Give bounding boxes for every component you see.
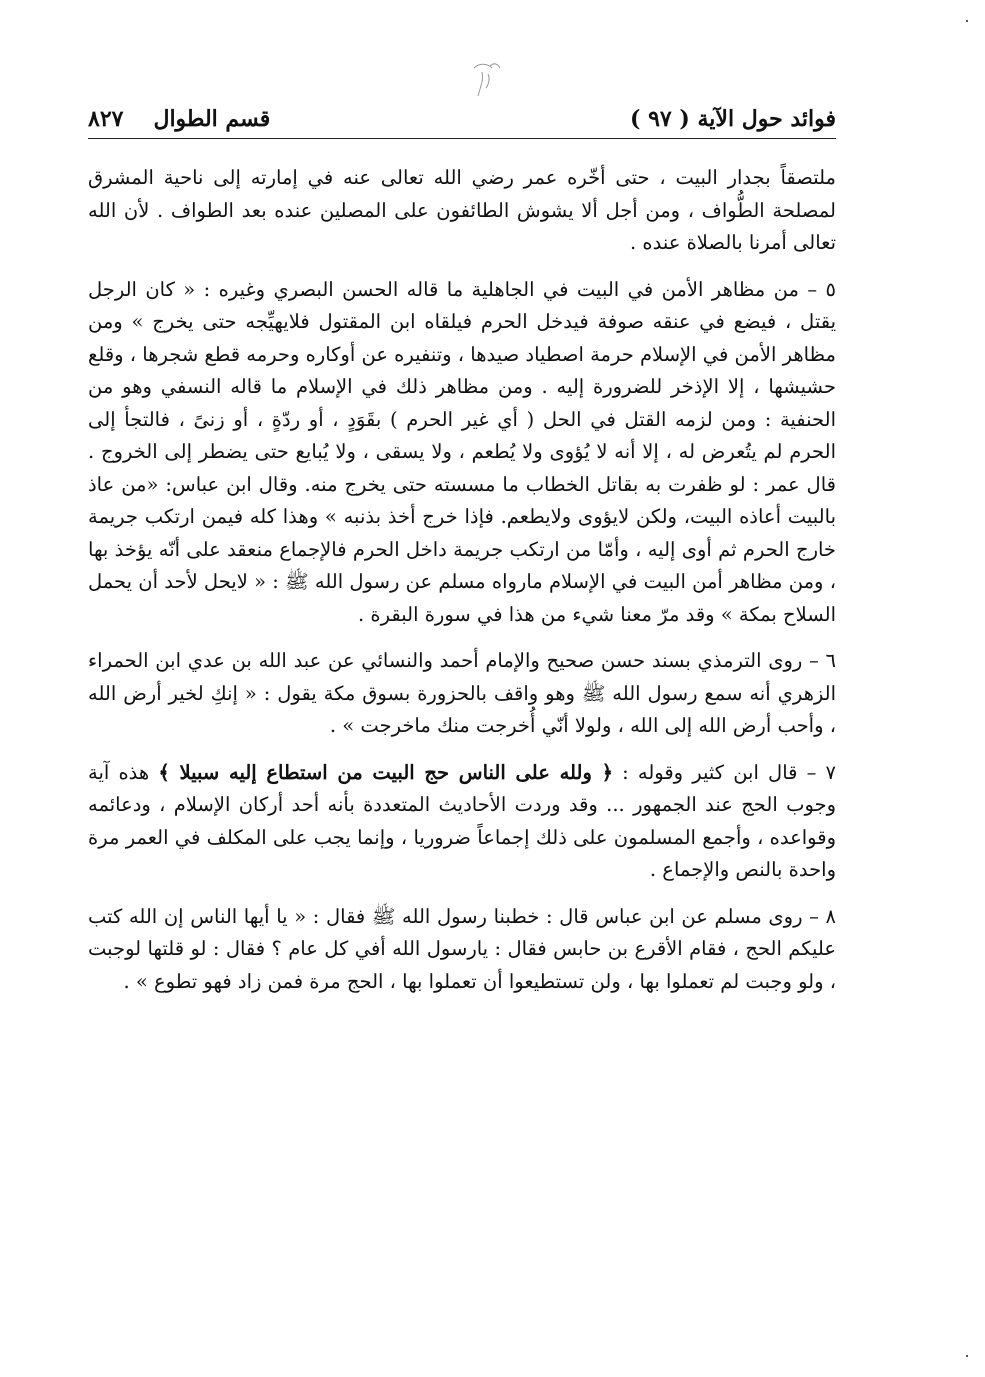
paragraph-7	[88, 757, 836, 887]
top-ornament-icon	[468, 58, 504, 100]
paragraph-8: ٨ – روى مسلم عن ابن عباس قال : خطبنا رسول الله ﷺ فقال : « يا أيها الناس إن الله كتب عليكم الحج ، فقام الأقرع بن حابس فقال : يارسول الله أفي كل عام ؟ فقال : لو قلتها لوجبت ، ولو وجبت لم تعملوا بها ، ولن تستطيعوا أن تعملوا بها ، الحج مرة فمن زاد فهو تطوع » .	[88, 904, 836, 993]
page-number: ٨٢٧	[88, 106, 124, 132]
header-rule	[88, 138, 836, 139]
paragraph-5: ٥ – من مظاهر الأمن في البيت في الجاهلية ما قاله الحسن البصري وغيره : « كان الرجل يقتل ، فيضع في عنقه صوفة فيدخل الحرم فيلقاه ابن المقتول فلايهيِّجه حتى يخرج » ومن مظاهر الأمن في الإسلام حرمة اصطياد صيدها ، وتنفيره عن أوكاره وحرمه قطع شجرها ، وقلع حشيشها ، إلا الإذخر للضرورة إليه . ومن مظاهر ذلك في الإسلام ما قاله النسفي وهو من الحنفية : ومن لزمه القتل في الحل ( أي غير الحرم ) بقَوَدٍ ، أو ردّةٍ ، أو زنىً ، فالتجأ إلى الحرم لم يتُعرض له ، إلا أنه لا يُؤوى ولا يُطعم ، ولا يسقى ، ولا يُبايع حتى يضطر إلى الخروج . قال عمر : لو ظفرت به بقاتل الخطاب ما مسسته حتى يخرج منه. وقال ابن عباس: «من عاذ بالبيت أعاذه البيت، ولكن لايؤوى ولايطعم. فإذا خرج أخذ بذنبه » وهذا كله فيمن ارتكب جريمة خارج الحرم ثم أوى إليه ، وأمّا من ارتكب جريمة داخل الحرم فالإجماع منعقد على أنّه يؤخذ بها ، ومن مظاهر أمن البيت في الإسلام مارواه مسلم عن رسول الله ﷺ : « لايحل لأحد أن يحمل السلاح بمكة » وقد مرّ معنا شيء من هذا في سورة البقرة .	[87, 277, 836, 626]
paragraph-7-body: هذه آية وجوب الحج عند الجمهور ... وقد وردت الأحاديث المتعددة بأنه أحد أركان الإسلام ، ودعائمه وقواعده ، وأجمع المسلمون على ذلك إجماعاً ضروريا ، وإنما يجب على المكلف في العمر مرة واحدة بالنص والإجماع .	[88, 760, 836, 881]
page-body	[88, 162, 836, 1012]
scan-mark	[966, 1355, 968, 1357]
section-name: قسم الطوال	[153, 106, 271, 132]
header-left-group	[88, 106, 270, 132]
running-title: فوائد حول الآية ( ٩٧ )	[630, 106, 836, 132]
quranic-verse: ﴿ ولله على الناس حج البيت من استطاع إليه سبيلا ﴾	[158, 760, 614, 784]
paragraph-7-intro: ٧ – قال ابن كثير وقوله :	[613, 760, 837, 784]
scan-mark	[966, 20, 968, 22]
page-header	[88, 98, 836, 132]
paragraph-6: ٦ – روى الترمذي بسند حسن صحيح والإمام أحمد والنسائي عن عبد الله بن عدي ابن الحمراء الزهري أنه سمع رسول الله ﷺ وهو واقف بالحزورة بسوق مكة يقول : « إنكِ لخير أرض الله ، وأحب أرض الله إلى الله ، ولولا أنّي أُخرجت منك ماخرجت » .	[88, 649, 836, 737]
paragraph-continuation: ملتصقاً بجدار البيت ، حتى أخّره عمر رضي الله تعالى عنه في إمارته إلى ناحية المشرق لمصلحة الطُّواف ، ومن أجل ألا يشوش الطائفون على المصلين عنده بعد الطواف . لأن الله تعالى أمرنا بالصلاة عنده .	[88, 166, 836, 254]
